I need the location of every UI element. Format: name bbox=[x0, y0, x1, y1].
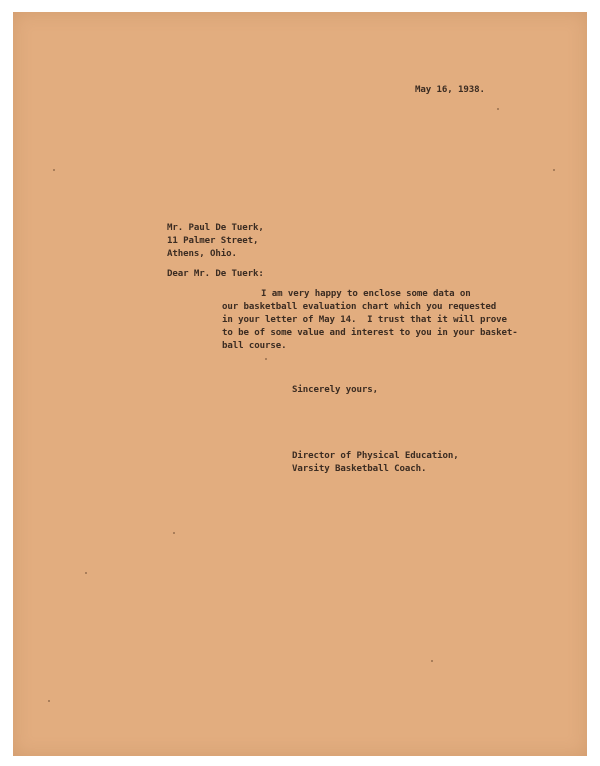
paper-speck bbox=[497, 108, 499, 110]
letter-date: May 16, 1938. bbox=[415, 85, 485, 95]
paper-speck bbox=[265, 358, 267, 360]
paper-speck bbox=[173, 532, 175, 534]
body-line: our basketball evaluation chart which you requested bbox=[222, 302, 497, 312]
closing: Sincerely yours, bbox=[292, 385, 378, 395]
paper-speck bbox=[553, 169, 555, 171]
body-line: to be of some value and interest to you in your basket- bbox=[222, 328, 518, 338]
body-line: I am very happy to enclose some data on bbox=[261, 289, 471, 299]
paper-speck bbox=[53, 169, 55, 171]
paper-speck bbox=[85, 572, 87, 574]
recipient-street: 11 Palmer Street, bbox=[167, 236, 259, 246]
paper-speck bbox=[431, 660, 433, 662]
body-line: ball course. bbox=[222, 341, 287, 351]
signature-title: Director of Physical Education, bbox=[292, 451, 459, 461]
paper-speck bbox=[48, 700, 50, 702]
letter-page bbox=[13, 12, 587, 756]
body-line: in your letter of May 14. I trust that it will prove bbox=[222, 315, 507, 325]
signature-title: Varsity Basketball Coach. bbox=[292, 464, 427, 474]
recipient-city: Athens, Ohio. bbox=[167, 249, 237, 259]
salutation: Dear Mr. De Tuerk: bbox=[167, 269, 264, 279]
recipient-name: Mr. Paul De Tuerk, bbox=[167, 223, 264, 233]
